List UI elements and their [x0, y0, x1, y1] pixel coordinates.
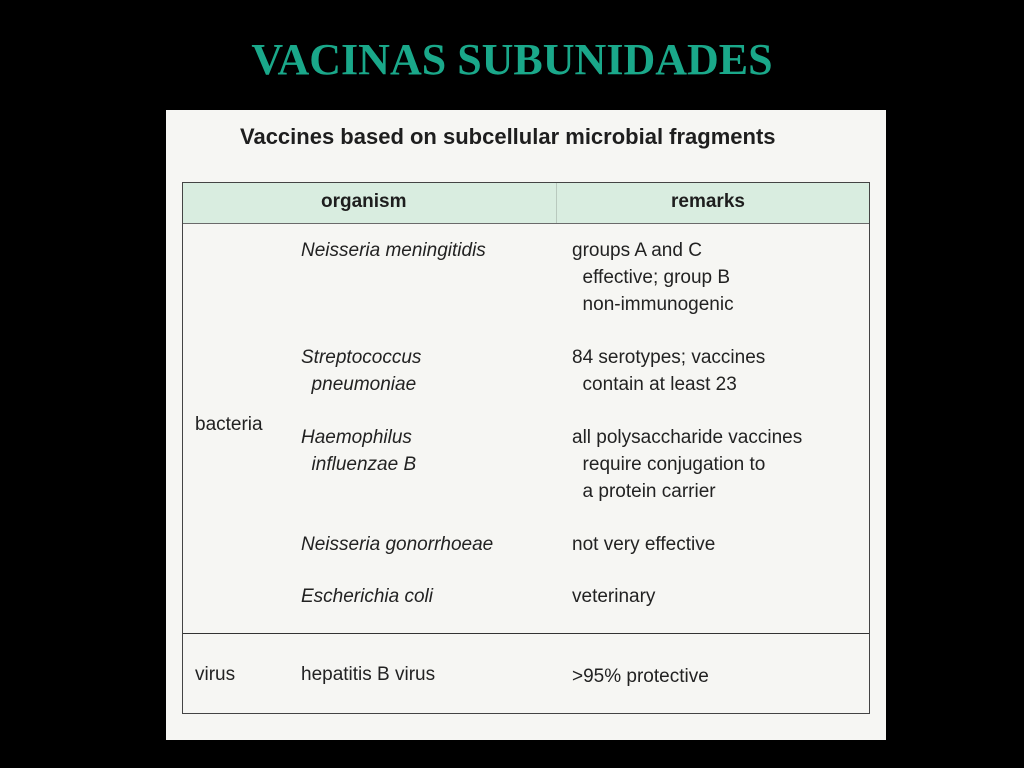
organism-name: Neisseria meningitidis	[301, 240, 486, 261]
remarks-line: require conjugation to	[572, 454, 766, 475]
remarks-line: 84 serotypes; vaccines	[572, 347, 766, 368]
column-header-remarks: remarks	[671, 191, 745, 212]
table-header	[183, 183, 869, 224]
category-label-virus: virus	[195, 664, 236, 685]
remarks-line: contain at least 23	[572, 374, 737, 395]
organism-name: pneumoniae	[301, 374, 417, 395]
organism-name: Haemophilus	[301, 427, 412, 448]
remarks-line: not very effective	[572, 534, 716, 555]
header-divider	[556, 183, 557, 223]
organism-name: Neisseria gonorrhoeae	[301, 534, 494, 555]
slide-title: VACINAS SUBUNIDADES	[251, 35, 773, 84]
figure-title: Vaccines based on subcellular microbial fragments	[240, 124, 776, 149]
remarks-line: veterinary	[572, 586, 656, 607]
organism-name: Streptococcus	[301, 347, 422, 368]
group-divider	[183, 633, 869, 634]
textbook-figure	[166, 110, 886, 740]
category-label-bacteria: bacteria	[195, 414, 263, 435]
organism-name: influenzae B	[301, 454, 417, 475]
remarks-line: effective; group B	[572, 267, 731, 288]
organism-name: hepatitis B virus	[301, 664, 436, 685]
vaccine-table	[182, 182, 870, 714]
column-header-organism: organism	[321, 191, 407, 212]
remarks-line: all polysaccharide vaccines	[572, 427, 803, 448]
remarks-line: non-immunogenic	[572, 294, 734, 315]
remarks-line: a protein carrier	[572, 481, 716, 502]
remarks-line: groups A and C	[572, 240, 702, 261]
organism-name: Escherichia coli	[301, 586, 433, 607]
remarks-line: >95% protective	[572, 666, 709, 687]
